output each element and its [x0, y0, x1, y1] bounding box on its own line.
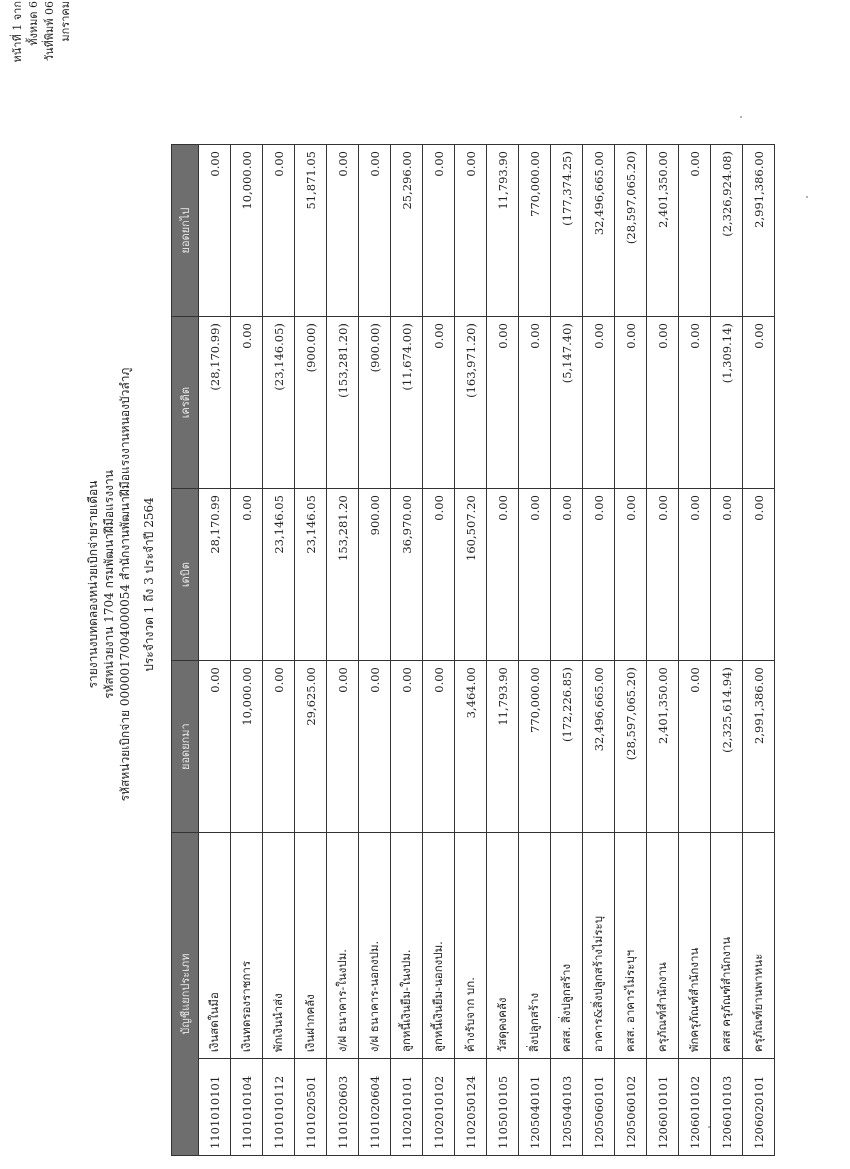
row-account-name: วัสดุคงคลัง [487, 833, 519, 1059]
row-code: 1102010102 [423, 1059, 455, 1156]
row-debit: 0.00 [647, 489, 679, 661]
row-closing: 0.00 [423, 145, 455, 317]
table-row [583, 145, 615, 1156]
row-debit: 23,146.05 [263, 489, 295, 661]
row-debit: 28,170.99 [199, 489, 231, 661]
row-credit: (11,674.00) [391, 317, 423, 489]
row-debit: 0.00 [423, 489, 455, 661]
row-closing: 51,871.05 [295, 145, 327, 317]
agency-line: รหัสหน่วยงาน 1704 กรมพัฒนาฝีมือแรงงาน [102, 470, 116, 699]
row-credit: (900.00) [359, 317, 391, 489]
row-debit: 900.00 [359, 489, 391, 661]
table-row [231, 145, 263, 1156]
row-opening: 0.00 [423, 661, 455, 833]
col-header-opening: ยอดยกมา [172, 661, 199, 833]
row-code: 1102010101 [391, 1059, 423, 1156]
row-debit: 160,507.20 [455, 489, 487, 661]
row-account-name: เงินทดรองราชการ [231, 833, 263, 1059]
table-row [199, 145, 231, 1156]
row-credit: (153,281.20) [327, 317, 359, 489]
row-credit: 0.00 [679, 317, 711, 489]
row-debit: 153,281.20 [327, 489, 359, 661]
row-opening: 0.00 [359, 661, 391, 833]
disbursing-unit-line: รหัสหน่วยเบิกจ่าย 0000017004000054 สำนักงานพัฒนาฝีมือแรงงานหนองบัวลำภู [118, 367, 132, 802]
col-header-account: บัญชีแยกประเภท [172, 833, 199, 1156]
row-credit: 0.00 [647, 317, 679, 489]
row-code: 1205060101 [583, 1059, 615, 1156]
row-code: 1101010104 [231, 1059, 263, 1156]
row-debit: 36,970.00 [391, 489, 423, 661]
row-opening: 11,793.90 [487, 661, 519, 833]
row-code: 1206020101 [743, 1059, 775, 1156]
page-number: หน้าที่ 1 จากทั้งหมด 6 [11, 1, 40, 63]
table-header-row [172, 145, 199, 1156]
table-row [711, 145, 743, 1156]
row-code: 1205060102 [615, 1059, 647, 1156]
row-credit: 0.00 [615, 317, 647, 489]
row-opening: (2,325,614.94) [711, 661, 743, 833]
row-closing: 2,991,386.00 [743, 145, 775, 317]
row-closing: 25,296.00 [391, 145, 423, 317]
row-debit: 0.00 [487, 489, 519, 661]
row-credit: 0.00 [231, 317, 263, 489]
row-credit: (23,146.05) [263, 317, 295, 489]
table-row [263, 145, 295, 1156]
row-code: 1206010102 [679, 1059, 711, 1156]
row-opening: 0.00 [391, 661, 423, 833]
row-debit: 0.00 [231, 489, 263, 661]
row-account-name: เงินฝากคลัง [295, 833, 327, 1059]
row-credit: 0.00 [487, 317, 519, 489]
row-debit: 0.00 [711, 489, 743, 661]
table-row [295, 145, 327, 1156]
row-opening: 2,401,350.00 [647, 661, 679, 833]
print-date: วันที่พิมพ์ 06 มกราคม [43, 1, 72, 62]
row-code: 1105010105 [487, 1059, 519, 1156]
scan-speck [806, 196, 808, 198]
row-credit: (28,170.99) [199, 317, 231, 489]
row-debit: 0.00 [743, 489, 775, 661]
row-code: 1102050124 [455, 1059, 487, 1156]
row-code: 1101010112 [263, 1059, 295, 1156]
row-account-name: คสส ครุภัณฑ์สำนักงาน [711, 833, 743, 1059]
row-closing: 0.00 [679, 145, 711, 317]
row-account-name: อาคาร&สิ่งปลูกสร้างไม่ระบุ [583, 833, 615, 1059]
row-account-name: คสส. สิ่งปลูกสร้าง [551, 833, 583, 1059]
row-code: 1101020604 [359, 1059, 391, 1156]
row-opening: 3,464.00 [455, 661, 487, 833]
row-debit: 23,146.05 [295, 489, 327, 661]
row-credit: (5,147.40) [551, 317, 583, 489]
row-opening: 770,000.00 [519, 661, 551, 833]
table-row [615, 145, 647, 1156]
row-opening: 10,000.00 [231, 661, 263, 833]
row-opening: 2,991,386.00 [743, 661, 775, 833]
row-closing: 11,793.90 [487, 145, 519, 317]
table-row [647, 145, 679, 1156]
row-code: 1206010101 [647, 1059, 679, 1156]
row-account-name: พักครุภัณฑ์สำนักงาน [679, 833, 711, 1059]
row-code: 1101020501 [295, 1059, 327, 1156]
page-info [10, 1, 74, 89]
row-opening: 0.00 [327, 661, 359, 833]
row-closing: 32,496,665.00 [583, 145, 615, 317]
trial-balance-table [171, 144, 775, 1156]
row-opening: 0.00 [263, 661, 295, 833]
row-closing: (177,374.25) [551, 145, 583, 317]
row-credit: 0.00 [423, 317, 455, 489]
row-credit: 0.00 [743, 317, 775, 489]
scan-speck [740, 116, 742, 118]
table-row [487, 145, 519, 1156]
row-closing: 0.00 [263, 145, 295, 317]
row-code: 1206010103 [711, 1059, 743, 1156]
row-closing: (2,326,924.08) [711, 145, 743, 317]
row-account-name: เงินสดในมือ [199, 833, 231, 1059]
scan-speck [708, 1126, 710, 1128]
table-row [519, 145, 551, 1156]
period-line: ประจำงวด 1 ถึง 3 ประจำปี 2564 [142, 497, 156, 672]
row-account-name: ครุภัณฑ์สำนักงาน [647, 833, 679, 1059]
row-account-name: ครุภัณฑ์ยานพาหนะ [743, 833, 775, 1059]
row-account-name: ง/ฝ ธนาคาร-นอกงปม. [359, 833, 391, 1059]
row-closing: 0.00 [455, 145, 487, 317]
row-opening: 32,496,665.00 [583, 661, 615, 833]
row-closing: 0.00 [359, 145, 391, 317]
row-debit: 0.00 [583, 489, 615, 661]
row-code: 1205040103 [551, 1059, 583, 1156]
row-code: 1205040101 [519, 1059, 551, 1156]
row-credit: (163,971.20) [455, 317, 487, 489]
row-account-name: คสส. อาคารไม่ระบุฯ [615, 833, 647, 1059]
row-closing: (28,597,065.20) [615, 145, 647, 317]
row-code: 1101010101 [199, 1059, 231, 1156]
row-closing: 0.00 [327, 145, 359, 317]
col-header-closing: ยอดยกไป [172, 145, 199, 317]
row-account-name: พักเงินนำส่ง [263, 833, 295, 1059]
row-opening: 0.00 [199, 661, 231, 833]
row-opening: (172,226.85) [551, 661, 583, 833]
table-row [391, 145, 423, 1156]
row-opening: (28,597,065.20) [615, 661, 647, 833]
row-account-name: ลูกหนี้เงินยืม-ในงปม. [391, 833, 423, 1059]
row-debit: 0.00 [679, 489, 711, 661]
row-account-name: สิ่งปลูกสร้าง [519, 833, 551, 1059]
row-code: 1101020603 [327, 1059, 359, 1156]
row-opening: 0.00 [679, 661, 711, 833]
table-row [551, 145, 583, 1156]
row-closing: 10,000.00 [231, 145, 263, 317]
row-credit: (900.00) [295, 317, 327, 489]
table-row [743, 145, 775, 1156]
row-closing: 0.00 [199, 145, 231, 317]
row-closing: 2,401,350.00 [647, 145, 679, 317]
report-title: รายงานงบทดลองหน่วยเบิกจ่ายรายเดือน [86, 480, 100, 689]
row-credit: 0.00 [519, 317, 551, 489]
row-account-name: ค้างรับจาก บก. [455, 833, 487, 1059]
row-credit: 0.00 [583, 317, 615, 489]
col-header-credit: เครดิต [172, 317, 199, 489]
table-row [359, 145, 391, 1156]
col-header-debit: เดบิต [172, 489, 199, 661]
row-account-name: ง/ฝ ธนาคาร-ในงปม. [327, 833, 359, 1059]
row-opening: 29,625.00 [295, 661, 327, 833]
table-row [423, 145, 455, 1156]
row-debit: 0.00 [551, 489, 583, 661]
row-account-name: ลูกหนี้เงินยืม-นอกงปม. [423, 833, 455, 1059]
row-credit: (1,309.14) [711, 317, 743, 489]
table-row [455, 145, 487, 1156]
row-closing: 770,000.00 [519, 145, 551, 317]
table-row [327, 145, 359, 1156]
row-debit: 0.00 [519, 489, 551, 661]
row-debit: 0.00 [615, 489, 647, 661]
table-row [679, 145, 711, 1156]
